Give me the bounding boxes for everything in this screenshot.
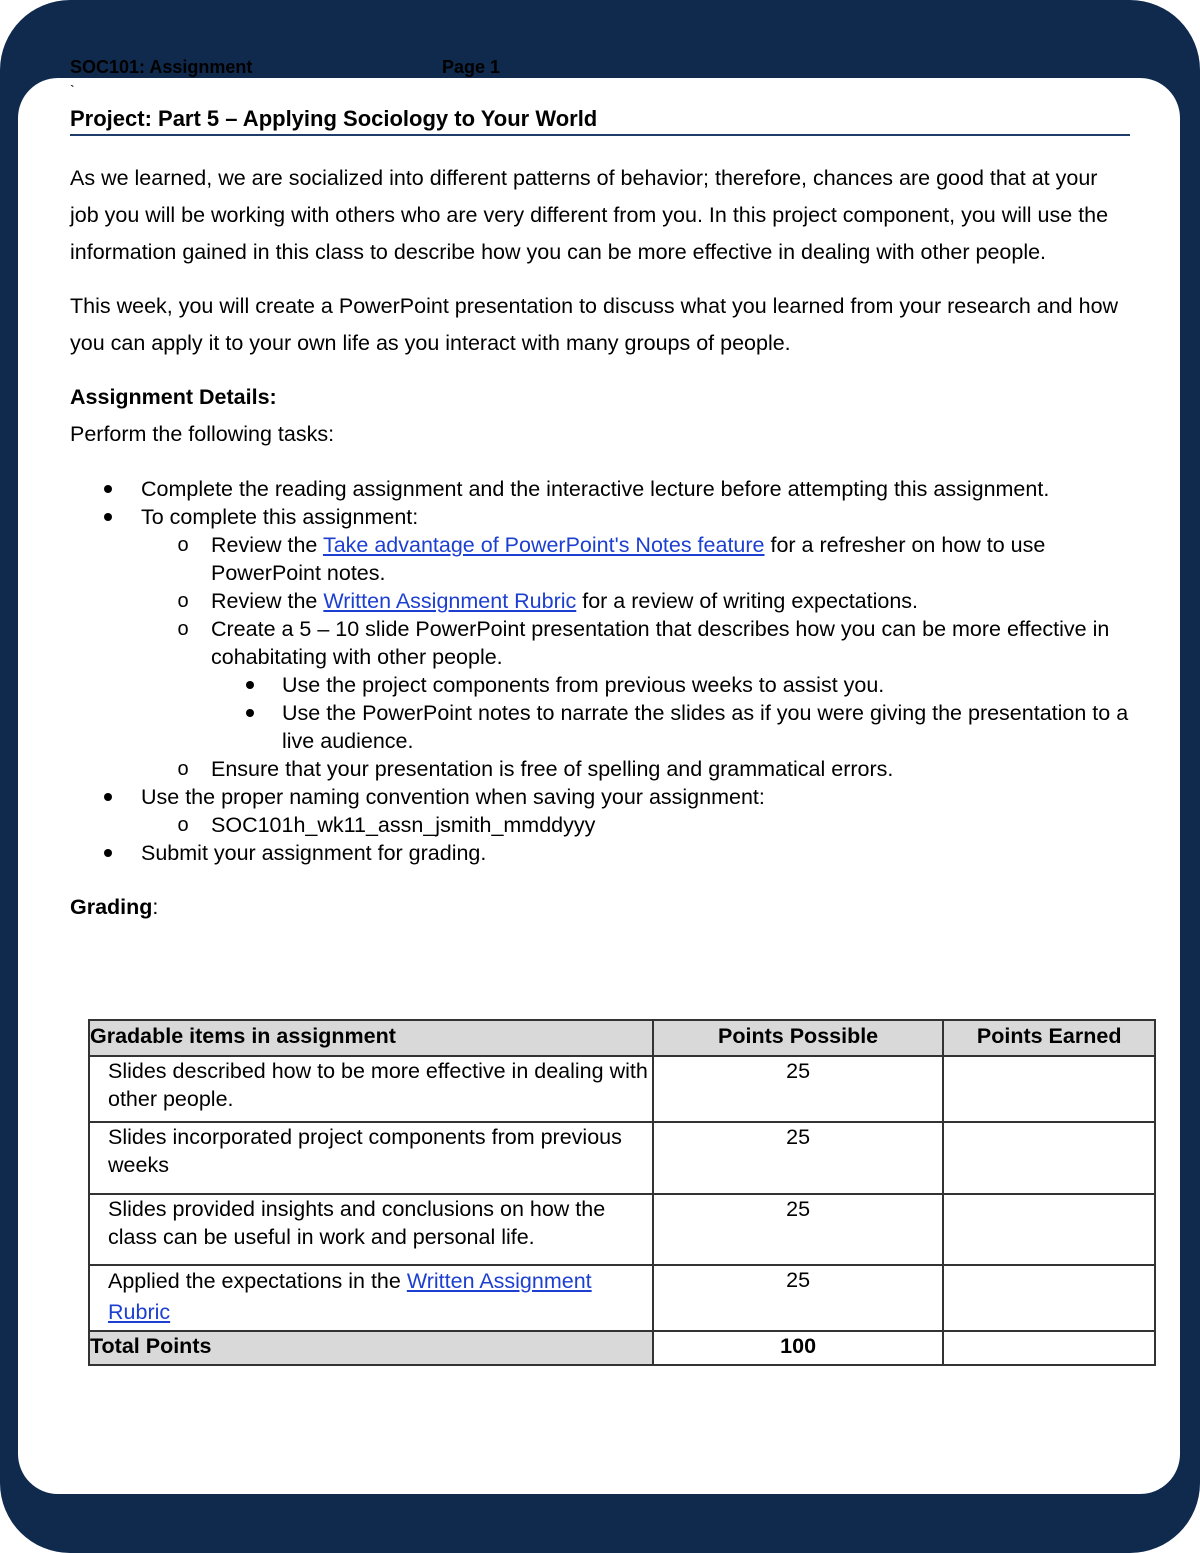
- column-header: Points Earned: [943, 1020, 1155, 1056]
- total-label: Total Points: [89, 1331, 653, 1365]
- points-earned-cell: [943, 1265, 1155, 1331]
- gradable-item: Slides provided insights and conclusions on how the class can be useful in work and personal life.: [89, 1194, 653, 1265]
- grading-table: [88, 1019, 1156, 1366]
- points-possible: 25: [653, 1122, 943, 1194]
- bullet-icon: [98, 475, 118, 503]
- circle-bullet-icon: o: [177, 758, 189, 780]
- circle-bullet-icon: o: [177, 590, 189, 612]
- rubric-link[interactable]: Written Assignment Rubric: [108, 1269, 592, 1324]
- list-item: o Review the Take advantage of PowerPoint's Notes feature for a refresher on how to use PowerPoint notes.: [70, 531, 1130, 587]
- list-item: o Review the Written Assignment Rubric for a review of writing expectations.: [70, 587, 1130, 615]
- points-possible: 25: [653, 1056, 943, 1122]
- circle-bullet-icon: o: [177, 534, 189, 556]
- points-earned-cell: [943, 1194, 1155, 1265]
- table-row: [89, 1194, 1155, 1265]
- assignment-details-heading: Assignment Details:: [70, 385, 277, 409]
- bullet-icon: [98, 783, 118, 811]
- table-header-row: [89, 1020, 1155, 1056]
- list-item: o Ensure that your presentation is free of spelling and grammatical errors.: [70, 755, 1130, 783]
- grading-heading: Grading:: [70, 895, 159, 919]
- list-item: o SOC101h_wk11_assn_jsmith_mmddyyy: [70, 811, 1130, 839]
- list-item: To complete this assignment:: [70, 503, 1130, 531]
- bullet-icon: [240, 671, 260, 699]
- list-item: Use the proper naming convention when saving your assignment:: [70, 783, 1130, 811]
- table-row: [89, 1122, 1155, 1194]
- column-header: Points Possible: [653, 1020, 943, 1056]
- gradable-item: Applied the expectations in the Written Assignment Rubric: [89, 1265, 653, 1331]
- page-title: Project: Part 5 – Applying Sociology to Your World: [70, 104, 1130, 136]
- bullet-icon: [240, 699, 260, 727]
- document-content: [70, 104, 1130, 926]
- tasks-lead: Perform the following tasks:: [70, 422, 335, 446]
- circle-bullet-icon: o: [177, 814, 189, 836]
- points-earned-total-cell: [943, 1331, 1155, 1365]
- circle-bullet-icon: o: [177, 618, 189, 640]
- points-possible: 25: [653, 1265, 943, 1331]
- intro-paragraph-1: As we learned, we are socialized into different patterns of behavior; therefore, chances are good that at your job you will be working with others who are very different from you. In this project component, you will use the information gained in this class to describe how you can be more effective in dealing with other people.: [70, 166, 1109, 264]
- intro-paragraph-2: This week, you will create a PowerPoint presentation to discuss what you learned from your research and how you can apply it to your own life as you interact with many groups of people.: [70, 294, 1119, 355]
- gradable-item: Slides described how to be more effective in dealing with other people.: [89, 1056, 653, 1122]
- list-item: Use the project components from previous weeks to assist you.: [70, 671, 1130, 699]
- points-earned-cell: [943, 1056, 1155, 1122]
- gradable-item: Slides incorporated project components from previous weeks: [89, 1122, 653, 1194]
- header-course: SOC101: Assignment: [70, 57, 253, 77]
- list-item: Complete the reading assignment and the interactive lecture before attempting this assignment.: [70, 475, 1130, 503]
- total-points: 100: [653, 1331, 943, 1365]
- header-page-number: Page 1: [442, 57, 501, 77]
- rubric-link[interactable]: Written Assignment Rubric: [323, 589, 577, 613]
- list-item: Submit your assignment for grading.: [70, 839, 1130, 867]
- table-row: [89, 1265, 1155, 1331]
- column-header: Gradable items in assignment: [89, 1020, 653, 1056]
- points-earned-cell: [943, 1122, 1155, 1194]
- powerpoint-notes-link[interactable]: Take advantage of PowerPoint's Notes feature: [322, 533, 765, 557]
- points-possible: 25: [653, 1194, 943, 1265]
- list-item: Use the PowerPoint notes to narrate the slides as if you were giving the presentation to a live audience.: [70, 699, 1130, 755]
- list-item: o Create a 5 – 10 slide PowerPoint presentation that describes how you can be more effective in cohabitating with other people.: [70, 615, 1130, 671]
- stray-mark: `: [70, 82, 75, 98]
- bullet-icon: [98, 839, 118, 867]
- total-row: [89, 1331, 1155, 1365]
- table-row: [89, 1056, 1155, 1122]
- bullet-icon: [98, 503, 118, 531]
- task-list: [70, 475, 1130, 867]
